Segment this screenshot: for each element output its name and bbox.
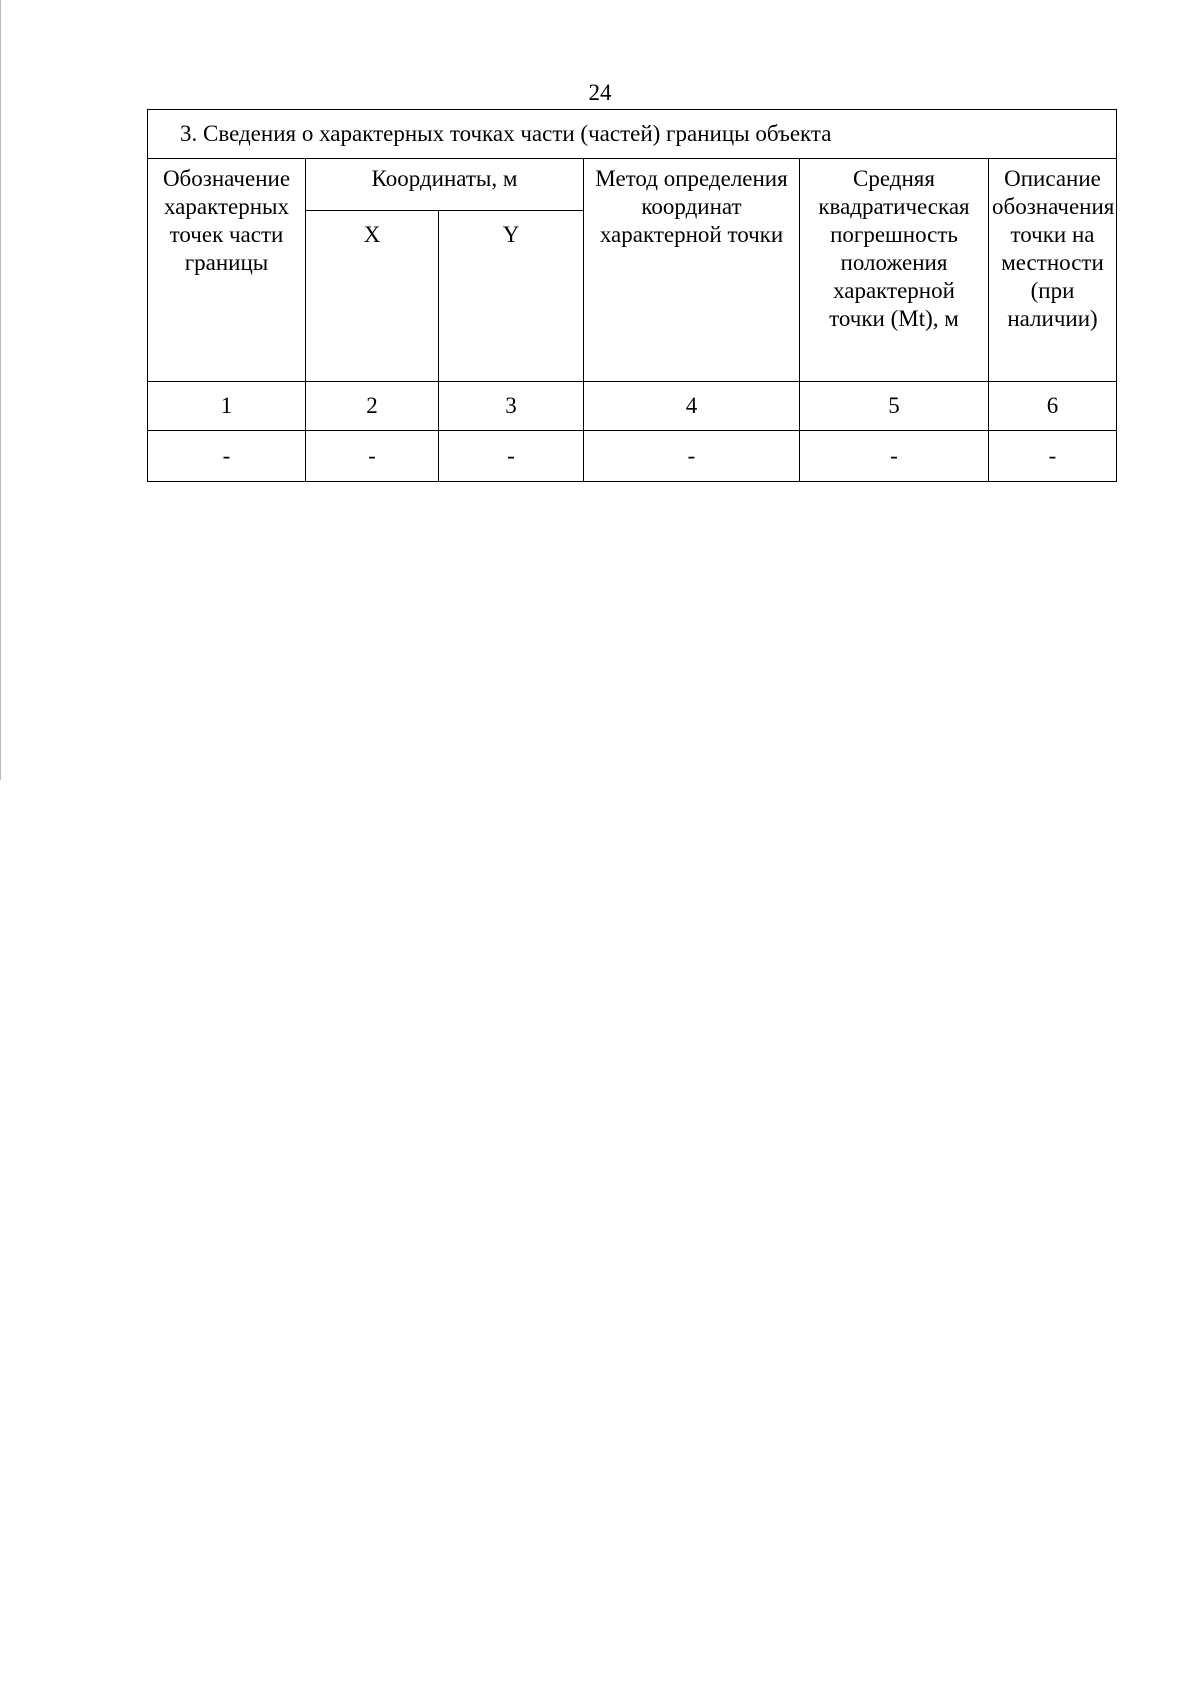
table-row (148, 431, 1117, 482)
column-number: 1 (148, 382, 306, 431)
page-number: 24 (588, 80, 612, 105)
header-y: Y (439, 211, 584, 382)
column-number: 6 (989, 382, 1117, 431)
table-cell: - (439, 431, 584, 482)
header-mean-square-error: Средняя квадратическая погрешность положения характерной точки (Mt), м (800, 159, 989, 382)
column-numbers-row (148, 382, 1117, 431)
header-coordinates: Координаты, м (306, 159, 584, 211)
header-point-designation: Обозначение характерных точек части границы (148, 159, 306, 382)
column-number: 2 (306, 382, 439, 431)
header-method: Метод определения координат характерной точки (584, 159, 800, 382)
boundary-points-table (147, 109, 1117, 482)
section-title: 3. Сведения о характерных точках части (частей) границы объекта (148, 110, 1117, 159)
table-cell: - (148, 431, 306, 482)
column-number: 5 (800, 382, 989, 431)
table-cell: - (306, 431, 439, 482)
column-number: 4 (584, 382, 800, 431)
table-cell: - (584, 431, 800, 482)
scan-edge-line (0, 0, 1, 780)
table-cell: - (800, 431, 989, 482)
column-number: 3 (439, 382, 584, 431)
header-point-description: Описание обозначения точки на местности (при наличии) (989, 159, 1117, 382)
header-x: X (306, 211, 439, 382)
table-cell: - (989, 431, 1117, 482)
